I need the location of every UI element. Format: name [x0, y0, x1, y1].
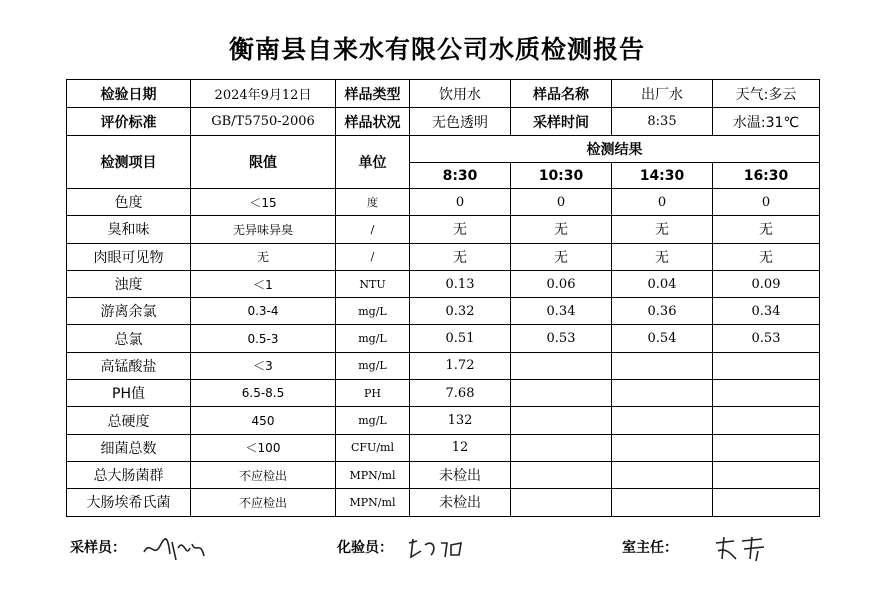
item-cell: 高锰酸盐: [67, 352, 191, 379]
result-cell: 未检出: [410, 461, 511, 488]
time-header: 14:30: [612, 163, 713, 189]
date-label: 检验日期: [67, 80, 191, 108]
director-label: 室主任：: [622, 540, 678, 556]
unit-header: 单位: [336, 136, 410, 189]
sample-status-value: 无色透明: [410, 108, 511, 136]
table-row: [67, 189, 820, 216]
result-cell: 132: [410, 407, 511, 434]
table-row: [67, 298, 820, 325]
item-cell: 总氯: [67, 325, 191, 352]
result-cell: 0.51: [410, 325, 511, 352]
limit-cell: ＜3: [191, 352, 336, 379]
result-cell: 1.72: [410, 352, 511, 379]
water-temp-value: 水温:31℃: [713, 108, 820, 136]
limit-cell: 不应检出: [191, 489, 336, 516]
result-cell: 0.09: [713, 270, 820, 297]
result-cell: 0.32: [410, 298, 511, 325]
unit-cell: mg/L: [336, 298, 410, 325]
unit-cell: /: [336, 243, 410, 270]
result-cell: 0.04: [612, 270, 713, 297]
limit-cell: ＜1: [191, 270, 336, 297]
report-table: [66, 79, 820, 517]
item-cell: 大肠埃希氏菌: [67, 489, 191, 516]
result-cell: [511, 489, 612, 516]
result-cell: [511, 352, 612, 379]
item-cell: 色度: [67, 189, 191, 216]
result-cell: 0: [511, 189, 612, 216]
result-cell: 无: [410, 243, 511, 270]
result-cell: 0: [410, 189, 511, 216]
result-cell: 无: [612, 243, 713, 270]
unit-cell: MPN/ml: [336, 461, 410, 488]
result-cell: [713, 407, 820, 434]
item-cell: 臭和味: [67, 216, 191, 243]
info-row-2: [67, 108, 820, 136]
item-header: 检测项目: [67, 136, 191, 189]
result-cell: 无: [410, 216, 511, 243]
tester-signature: [403, 535, 473, 563]
unit-cell: MPN/ml: [336, 489, 410, 516]
tester-label: 化验员：: [337, 540, 393, 556]
result-cell: 0.06: [511, 270, 612, 297]
unit-cell: mg/L: [336, 352, 410, 379]
result-cell: [511, 434, 612, 461]
table-row: [67, 489, 820, 516]
sample-name-value: 出厂水: [612, 80, 713, 108]
limit-cell: 450: [191, 407, 336, 434]
limit-cell: 0.3-4: [191, 298, 336, 325]
result-cell: [612, 461, 713, 488]
director-signature: [712, 533, 772, 563]
result-cell: [713, 489, 820, 516]
header-row-1: [67, 136, 820, 163]
time-header: 8:30: [410, 163, 511, 189]
sample-status-label: 样品状况: [336, 108, 410, 136]
result-cell: 0.54: [612, 325, 713, 352]
sampler-signature: [140, 534, 210, 564]
sampler-label: 采样员：: [70, 540, 126, 556]
weather-value: 天气:多云: [713, 80, 820, 108]
time-header: 16:30: [713, 163, 820, 189]
result-cell: 0.53: [511, 325, 612, 352]
sampling-time-label: 采样时间: [511, 108, 612, 136]
result-cell: 无: [612, 216, 713, 243]
result-cell: [511, 380, 612, 407]
item-cell: 细菌总数: [67, 434, 191, 461]
result-cell: [713, 352, 820, 379]
limit-cell: ＜100: [191, 434, 336, 461]
table-row: [67, 407, 820, 434]
result-cell: [713, 461, 820, 488]
result-cell: 未检出: [410, 489, 511, 516]
table-row: [67, 243, 820, 270]
result-cell: 12: [410, 434, 511, 461]
info-row-1: [67, 80, 820, 108]
item-cell: 游离余氯: [67, 298, 191, 325]
unit-cell: CFU/ml: [336, 434, 410, 461]
result-cell: [511, 461, 612, 488]
unit-cell: NTU: [336, 270, 410, 297]
result-cell: 无: [511, 243, 612, 270]
time-header: 10:30: [511, 163, 612, 189]
result-cell: [713, 434, 820, 461]
limit-cell: 无: [191, 243, 336, 270]
sample-type-label: 样品类型: [336, 80, 410, 108]
item-cell: 浊度: [67, 270, 191, 297]
result-cell: [612, 380, 713, 407]
limit-header: 限值: [191, 136, 336, 189]
sample-type-value: 饮用水: [410, 80, 511, 108]
unit-cell: PH: [336, 380, 410, 407]
result-cell: [713, 380, 820, 407]
table-row: [67, 325, 820, 352]
item-cell: 总大肠菌群: [67, 461, 191, 488]
result-cell: 无: [713, 243, 820, 270]
standard-value: GB/T5750-2006: [191, 108, 336, 136]
result-cell: [612, 434, 713, 461]
item-cell: 总硬度: [67, 407, 191, 434]
result-cell: 7.68: [410, 380, 511, 407]
limit-cell: 无异味异臭: [191, 216, 336, 243]
result-cell: [612, 407, 713, 434]
unit-cell: mg/L: [336, 407, 410, 434]
limit-cell: ＜15: [191, 189, 336, 216]
item-cell: 肉眼可见物: [67, 243, 191, 270]
limit-cell: 0.5-3: [191, 325, 336, 352]
result-cell: 无: [511, 216, 612, 243]
result-cell: [612, 489, 713, 516]
result-cell: 0.36: [612, 298, 713, 325]
result-cell: 0: [713, 189, 820, 216]
result-cell: 0.53: [713, 325, 820, 352]
table-row: [67, 270, 820, 297]
date-value: 2024年9月12日: [191, 80, 336, 108]
result-cell: [511, 407, 612, 434]
table-row: [67, 461, 820, 488]
table-row: [67, 434, 820, 461]
result-cell: [612, 352, 713, 379]
result-cell: 无: [713, 216, 820, 243]
table-row: [67, 216, 820, 243]
report-title: 衡南县自来水有限公司水质检测报告: [228, 35, 645, 64]
result-cell: 0: [612, 189, 713, 216]
unit-cell: /: [336, 216, 410, 243]
sampling-time-value: 8:35: [612, 108, 713, 136]
result-cell: 0.13: [410, 270, 511, 297]
table-row: [67, 352, 820, 379]
limit-cell: 不应检出: [191, 461, 336, 488]
standard-label: 评价标准: [67, 108, 191, 136]
unit-cell: 度: [336, 189, 410, 216]
unit-cell: mg/L: [336, 325, 410, 352]
result-cell: 0.34: [511, 298, 612, 325]
result-cell: 0.34: [713, 298, 820, 325]
limit-cell: 6.5-8.5: [191, 380, 336, 407]
table-row: [67, 380, 820, 407]
item-cell: PH值: [67, 380, 191, 407]
results-header: 检测结果: [410, 136, 820, 163]
sample-name-label: 样品名称: [511, 80, 612, 108]
